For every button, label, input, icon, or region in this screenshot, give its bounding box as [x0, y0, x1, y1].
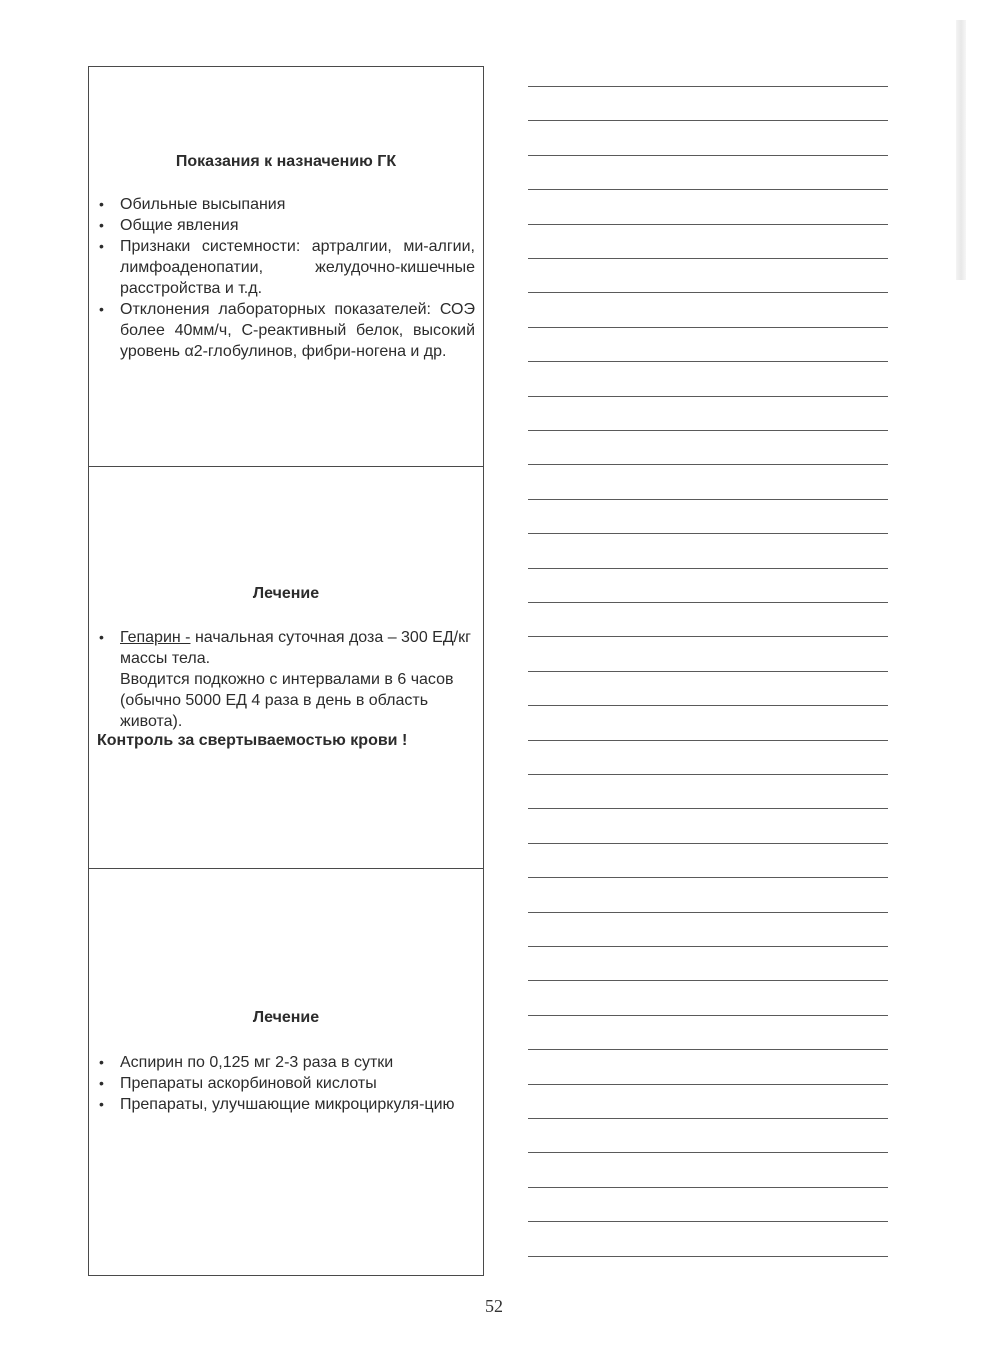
- note-line: [528, 1256, 888, 1257]
- note-line: [528, 120, 888, 121]
- note-line: [528, 361, 888, 362]
- bullet-icon: •: [99, 238, 104, 254]
- bullet-icon: •: [99, 1054, 104, 1070]
- note-line: [528, 224, 888, 225]
- indications-title: Показания к назначению ГК: [175, 153, 397, 170]
- note-line: [528, 705, 888, 706]
- note-line: [528, 189, 888, 190]
- aspirin-title: Лечение: [252, 1009, 320, 1026]
- page-number: 52: [485, 1296, 503, 1316]
- list-item: • Общие явления: [99, 217, 239, 234]
- note-line: [528, 1187, 888, 1188]
- heparin-panel: [89, 467, 483, 869]
- aspirin-panel: [89, 869, 483, 1275]
- bullet-icon: •: [99, 1075, 104, 1091]
- indications-panel: [89, 67, 483, 467]
- note-line: [528, 912, 888, 913]
- note-line: [528, 1049, 888, 1050]
- list-item: • Препараты, улучшающие микроциркуля-цию: [99, 1096, 455, 1113]
- note-line: [528, 636, 888, 637]
- heparin-list: [97, 627, 475, 732]
- note-line: [528, 1118, 888, 1119]
- list-item: • Аспирин по 0,125 мг 2-3 раза в сутки: [99, 1054, 394, 1071]
- note-line: [528, 843, 888, 844]
- note-line: [528, 396, 888, 397]
- note-line: [528, 292, 888, 293]
- note-line: [528, 499, 888, 500]
- note-line: [528, 774, 888, 775]
- indications-list: [97, 194, 475, 362]
- heparin-title: Лечение: [252, 585, 320, 602]
- note-line: [528, 1152, 888, 1153]
- note-line: [528, 740, 888, 741]
- note-lines: [528, 86, 888, 1266]
- note-line: [528, 568, 888, 569]
- list-item: • Признаки системности: артралгии, ми-алгии, лимфоаденопатии, желудочно-кишечные расстройства и т.д.: [99, 238, 475, 297]
- note-line: [528, 602, 888, 603]
- drug-administration: Вводится подкожно с интервалами в 6 часов (обычно 5000 ЕД 4 раза в день в область живота).: [120, 671, 454, 730]
- drug-name: Гепарин -: [120, 629, 191, 646]
- note-line: [528, 464, 888, 465]
- note-line: [528, 1221, 888, 1222]
- aspirin-list: [97, 1052, 475, 1115]
- note-line: [528, 1084, 888, 1085]
- note-line: [528, 808, 888, 809]
- note-line: [528, 671, 888, 672]
- bullet-icon: •: [99, 1096, 104, 1112]
- control-note: Контроль за свертываемостью крови !: [97, 732, 408, 749]
- bullet-icon: •: [99, 196, 104, 212]
- note-line: [528, 946, 888, 947]
- list-item: • Обильные высыпания: [99, 196, 286, 213]
- note-line: [528, 877, 888, 878]
- list-item: • Препараты аскорбиновой кислоты: [99, 1075, 377, 1092]
- note-line: [528, 980, 888, 981]
- drug-dose: начальная суточная доза – 300 ЕД/кг массы тела.: [120, 629, 471, 667]
- note-line: [528, 1015, 888, 1016]
- bullet-icon: •: [99, 217, 104, 233]
- note-line: [528, 327, 888, 328]
- note-line: [528, 86, 888, 87]
- content-box: [88, 66, 484, 1276]
- note-line: [528, 258, 888, 259]
- page-edge-shadow: [956, 20, 966, 280]
- note-line: [528, 533, 888, 534]
- list-item: [97, 627, 475, 732]
- list-item: • Отклонения лабораторных показателей: СОЭ более 40мм/ч, С-реактивный белок, высокий уровень α2-глобулинов, фибри-ногена и др.: [99, 301, 475, 360]
- bullet-icon: •: [99, 301, 104, 317]
- note-line: [528, 430, 888, 431]
- bullet-icon: •: [99, 629, 104, 645]
- note-line: [528, 155, 888, 156]
